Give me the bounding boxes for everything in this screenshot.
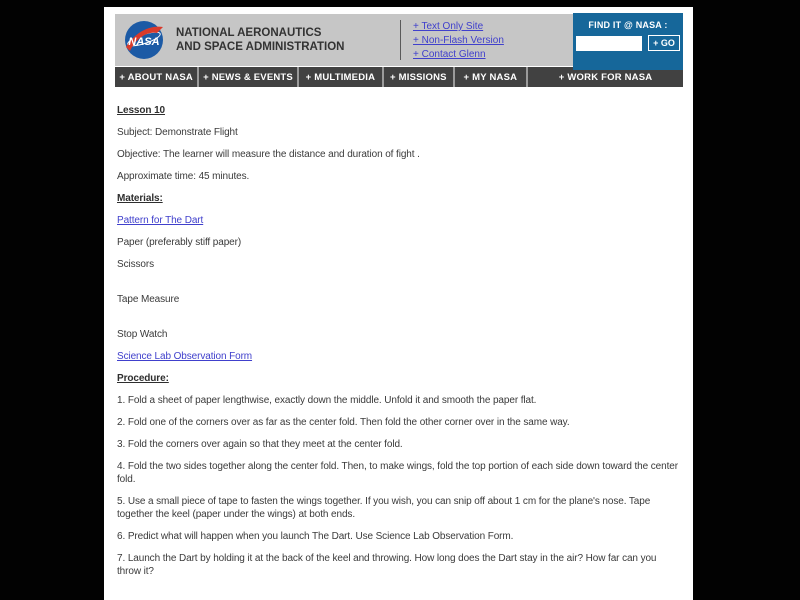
material-pattern [117,214,682,227]
nasa-logo-icon [124,20,164,60]
material-stop-watch: Stop Watch [117,329,168,340]
nav-my-nasa[interactable]: + MY NASA [455,67,526,87]
science-lab-observation-form-link[interactable]: Science Lab Observation Form [117,351,253,362]
nav-about-nasa[interactable]: + ABOUT NASA [115,67,197,87]
nav-multimedia[interactable]: + MULTIMEDIA [299,67,382,87]
material-scissors: Scissors [117,259,154,270]
svg-text:NASA: NASA [128,36,160,48]
material-observation-form [117,350,682,363]
procedure-step-3: 3. Fold the corners over again so that they meet at the center fold. [117,439,403,450]
nav-missions[interactable]: + MISSIONS [384,67,453,87]
agency-name [176,26,344,54]
subject-line: Subject: Demonstrate Flight [117,127,238,138]
go-button[interactable]: + GO [648,35,680,51]
search-input[interactable] [576,36,642,51]
non-flash-version-link[interactable]: + Non-Flash Version [413,35,504,46]
materials-heading: Materials: [117,193,163,204]
webpage [104,7,693,600]
time-line: Approximate time: 45 minutes. [117,171,250,182]
procedure-step-7: 7. Launch the Dart by holding it at the back of the keel and throwing. How long does the Dart stay in the air? How far can you throw it? [117,553,657,577]
nav-news-events[interactable]: + NEWS & EVENTS [199,67,296,87]
site-header [115,14,683,87]
procedure-step-5: 5. Use a small piece of tape to fasten the wings together. If you wish, you can snip off about 1 cm for the plane's nose. Tape together the keel (paper under the wings) at both ends. [117,496,651,520]
procedure-step-6: 6. Predict what will happen when you launch The Dart. Use Science Lab Observation Form. [117,531,514,542]
quick-links [401,18,573,62]
objective-line: Objective: The learner will measure the distance and duration of fight . [117,149,420,160]
findit-panel [573,13,683,70]
procedure-step-4: 4. Fold the two sides together along the center fold. Then, to make wings, fold the top portion of each side down toward the center fold. [117,461,678,485]
material-paper: Paper (preferably stiff paper) [117,237,242,248]
procedure-step-1: 1. Fold a sheet of paper lengthwise, exactly down the middle. Unfold it and smooth the paper flat. [117,395,537,406]
agency-name-line1: NATIONAL AERONAUTICS [176,27,322,39]
text-only-site-link[interactable]: + Text Only Site [413,21,484,32]
lesson-title: Lesson 10 [117,105,166,116]
pattern-for-dart-link[interactable]: Pattern for The Dart [117,215,204,226]
procedure-step-2: 2. Fold one of the corners over as far as the center fold. Then fold the other corner over in the same way. [117,417,570,428]
procedure-heading: Procedure: [117,373,169,384]
main-nav [115,67,683,87]
agency-name-line2: AND SPACE ADMINISTRATION [176,41,345,53]
findit-label: FIND IT @ NASA : [588,20,668,30]
lesson-content [104,87,693,578]
contact-glenn-link[interactable]: + Contact Glenn [413,49,486,60]
material-tape-measure: Tape Measure [117,294,180,305]
nav-work-for-nasa[interactable]: + WORK FOR NASA [528,67,683,87]
